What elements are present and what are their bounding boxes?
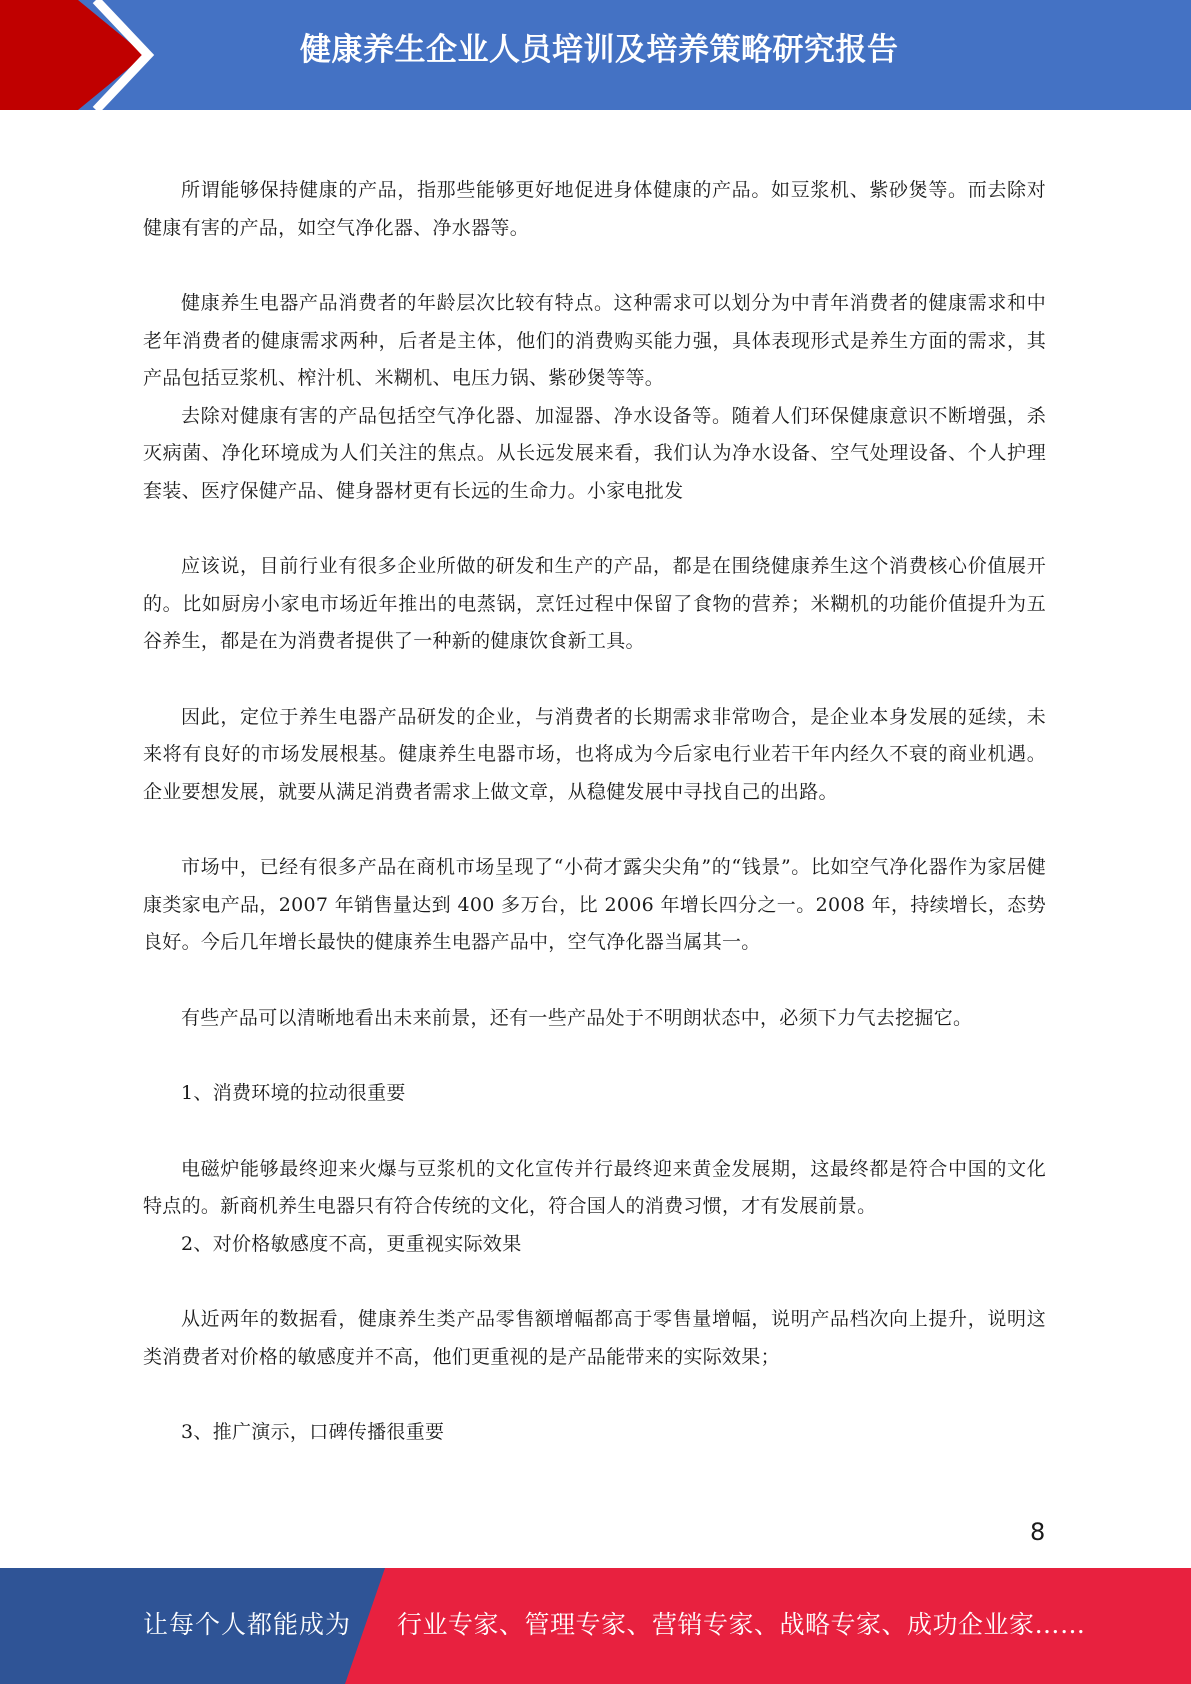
paragraph: 电磁炉能够最终迎来火爆与豆浆机的文化宣传并行最终迎来黄金发展期，这最终都是符合中国的文化特点的。新商机养生电器只有符合传统的文化，符合国人的消费习惯，才有发展前景。 [143, 1157, 1046, 1217]
section-heading-1: 1、消费环境的拉动很重要 [181, 1082, 406, 1104]
paragraph: 去除对健康有害的产品包括空气净化器、加湿器、净水设备等。随着人们环保健康意识不断增强，杀灭病菌、净化环境成为人们关注的焦点。从长远发展来看，我们认为净水设备、空气处理设备、个人护理套装、医疗保健产品、健身器材更有长远的生命力。小家电批发 [143, 404, 1046, 502]
section-heading-3: 3、推广演示，口碑传播很重要 [181, 1421, 445, 1443]
paragraph: 应该说，目前行业有很多企业所做的研发和生产的产品，都是在围绕健康养生这个消费核心价值展开的。比如厨房小家电市场近年推出的电蒸锅，烹饪过程中保留了食物的营养；米糊机的功能价值提升为五谷养生，都是在为消费者提供了一种新的健康饮食新工具。 [143, 555, 1046, 652]
paragraph: 从近两年的数据看，健康养生类产品零售额增幅都高于零售量增幅，说明产品档次向上提升，说明这类消费者对价格的敏感度并不高，他们更重视的是产品能带来的实际效果； [143, 1308, 1046, 1368]
footer-slogan-left: 让每个人都能成为 [143, 1610, 352, 1639]
paragraph: 有些产品可以清晰地看出未来前景，还有一些产品处于不明朗状态中，必须下力气去挖掘它。 [181, 1006, 973, 1029]
footer-banner [0, 1568, 1191, 1684]
header-banner [0, 0, 1191, 110]
paragraph: 所谓能够保持健康的产品，指那些能够更好地促进身体健康的产品。如豆浆机、紫砂煲等。而去除对健康有害的产品，如空气净化器、净水器等。 [143, 179, 1046, 239]
header-title: 健康养生企业人员培训及培养策略研究报告 [300, 32, 899, 68]
section-heading-2: 2、对价格敏感度不高，更重视实际效果 [181, 1232, 522, 1255]
document-body [143, 172, 1046, 1452]
paragraph: 健康养生电器产品消费者的年龄层次比较有特点。这种需求可以划分为中青年消费者的健康需求和中老年消费者的健康需求两种，后者是主体，他们的消费购买能力强，具体表现形式是养生方面的需求，其产品包括豆浆机、榨汁机、米糊机、电压力锅、紫砂煲等等。 [143, 292, 1046, 389]
paragraph: 因此，定位于养生电器产品研发的企业，与消费者的长期需求非常吻合，是企业本身发展的延续，未来将有良好的市场发展根基。健康养生电器市场，也将成为今后家电行业若干年内经久不衰的商业机遇。企业要想发展，就要从满足消费者需求上做文章，从稳健发展中寻找自己的出路。 [143, 705, 1046, 803]
page-number: 8 [1030, 1518, 1046, 1546]
paragraph: 市场中，已经有很多产品在商机市场呈现了“小荷才露尖尖角”的“钱景”。比如空气净化器作为家居健康类家电产品，2007 年销售量达到 400 多万台，比 2006 年增长四分之一。2008 年，持续增长，态势良好。今后几年增长最快的健康养生电器产品中，空气净化器当属其一。 [143, 856, 1046, 953]
footer-slogan-right: 行业专家、管理专家、营销专家、战略专家、成功企业家…… [397, 1610, 1086, 1639]
